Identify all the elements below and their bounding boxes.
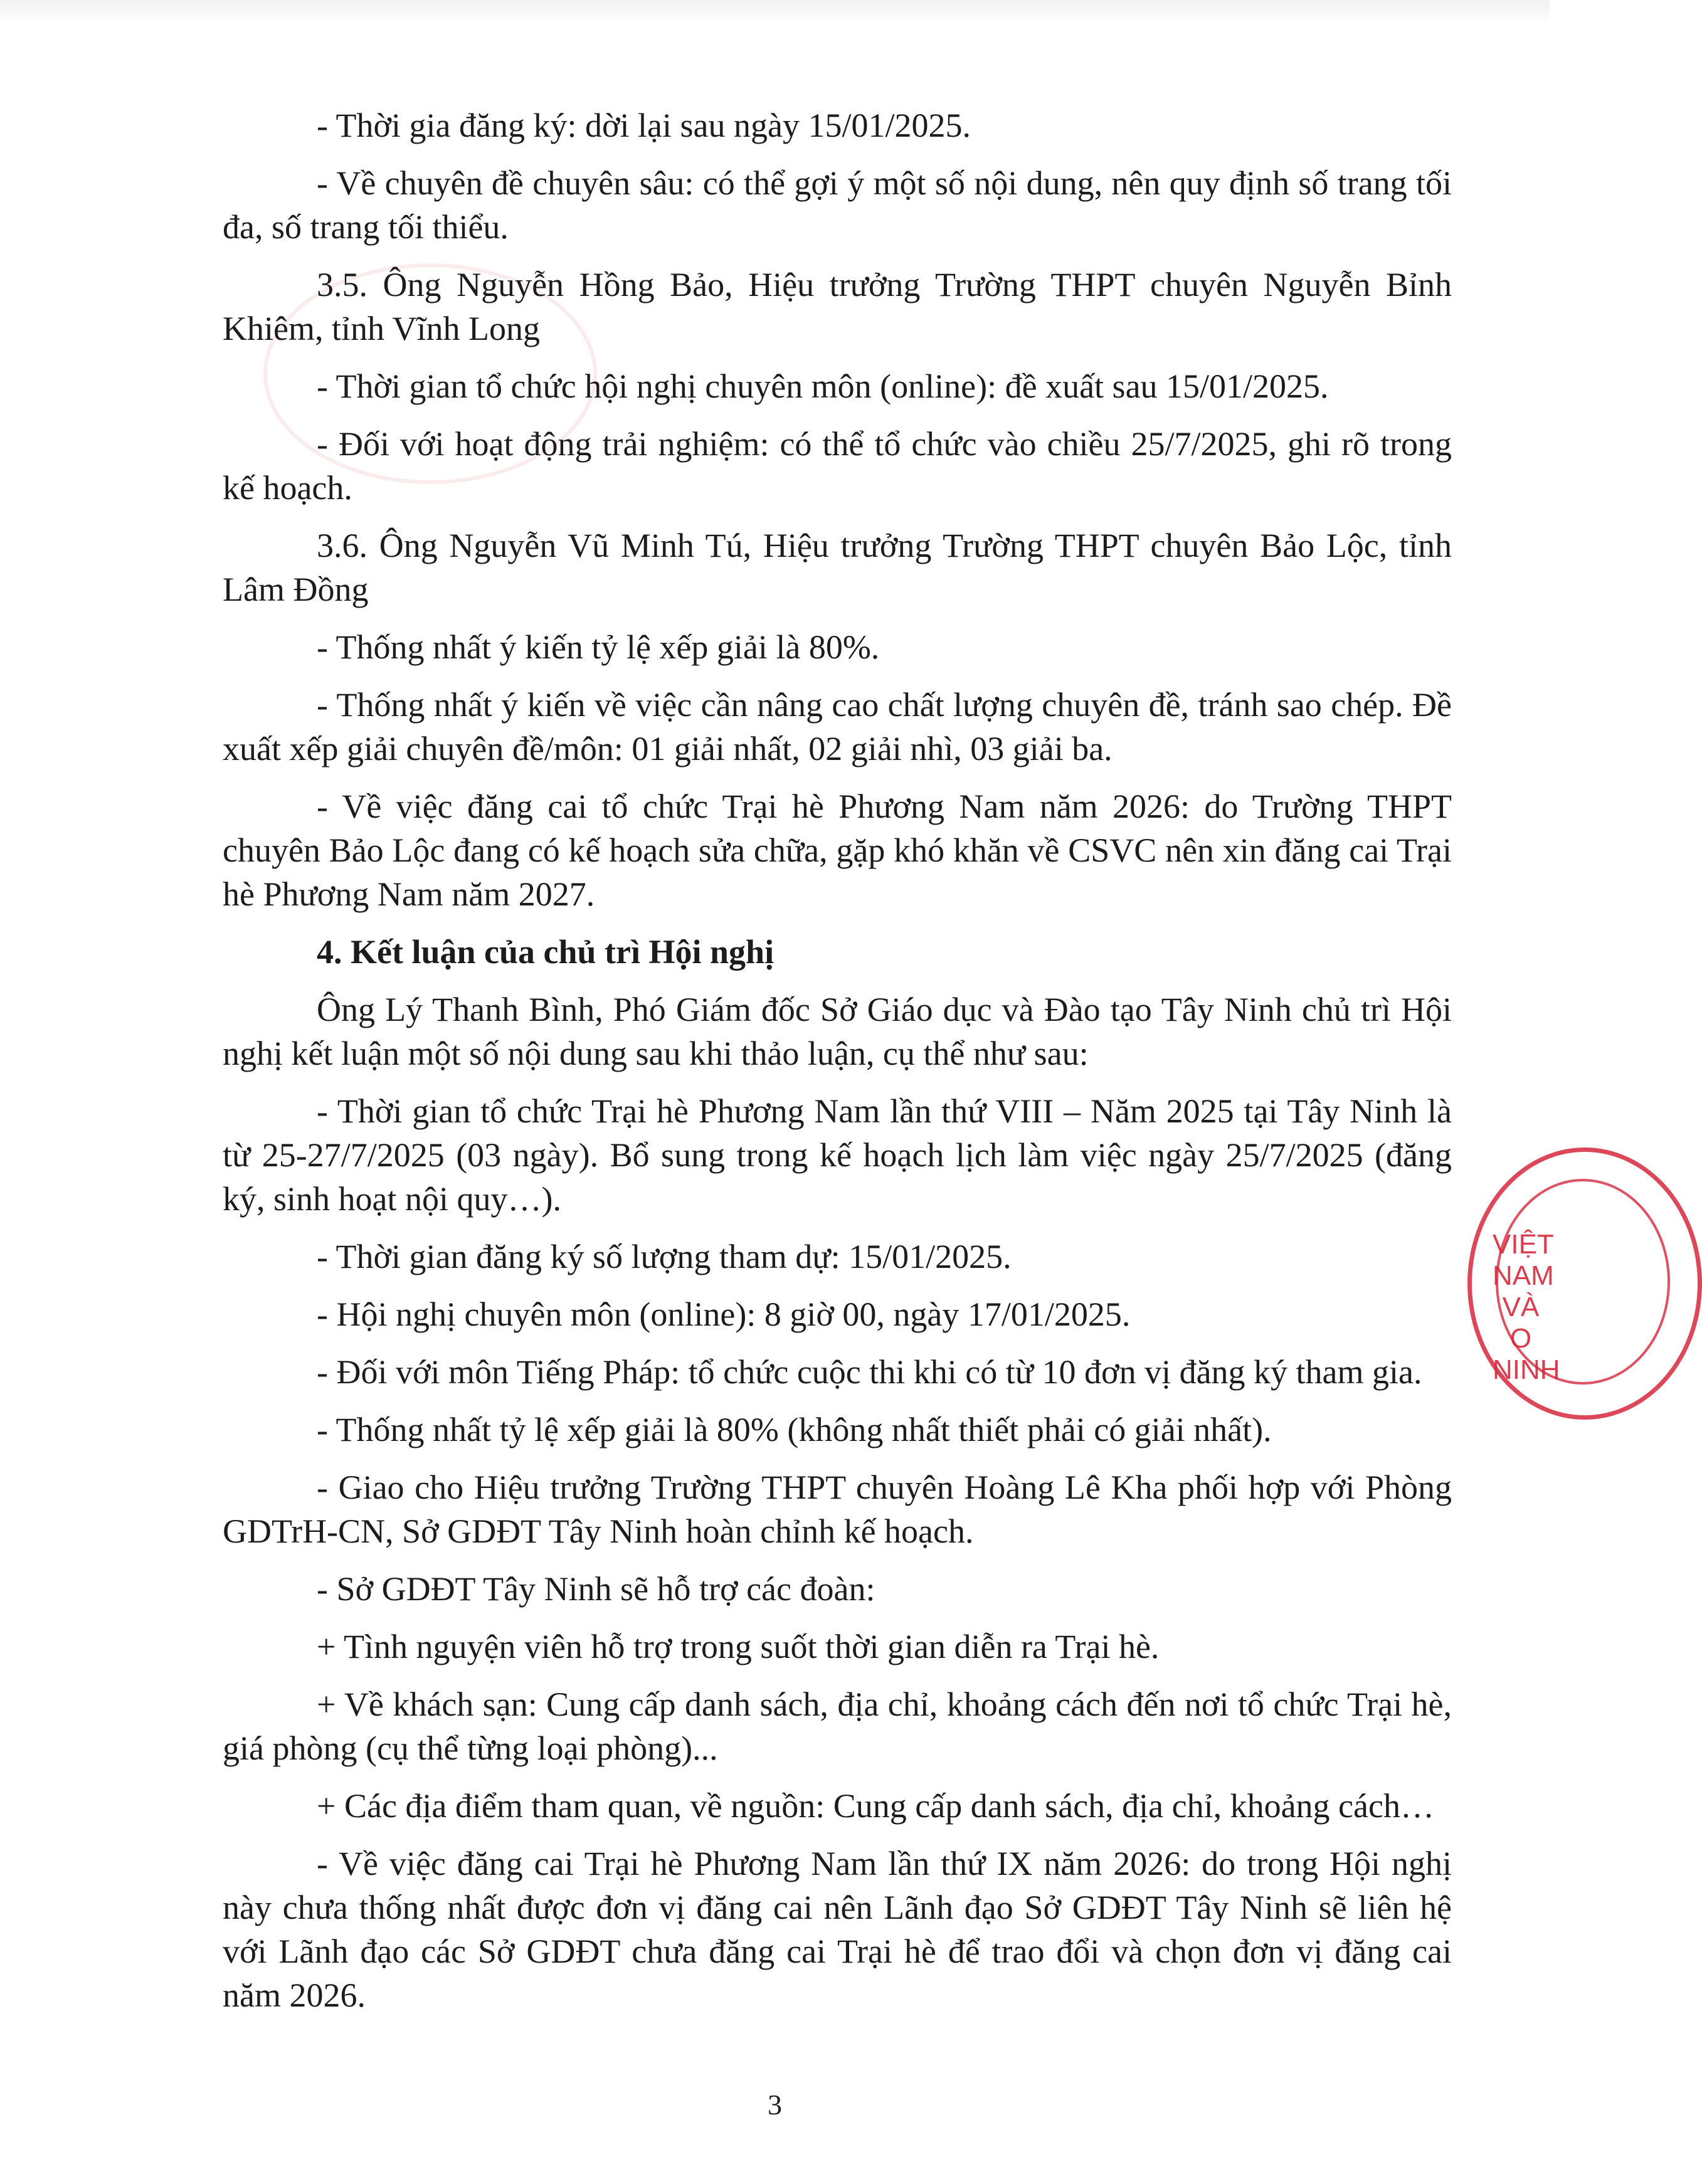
paragraph-experience-activity: - Đối với hoạt động trải nghiệm: có thể tổ chức vào chiều 25/7/2025, ghi rõ trong kế hoạch. [223,425,1452,507]
paragraph-section-3-5: 3.5. Ông Nguyễn Hồng Bảo, Hiệu trưởng Trường THPT chuyên Nguyễn Bỉnh Khiêm, tỉnh Vĩnh Long [223,266,1452,347]
paragraph-award-ratio: - Thống nhất ý kiến tỷ lệ xếp giải là 80%. [317,628,880,666]
paragraph-online-conference-time: - Thời gian tổ chức hội nghị chuyên môn (online): đề xuất sau 15/01/2025. [317,367,1329,405]
paragraph-french-subject: - Đối với môn Tiếng Pháp: tổ chức cuộc thi khi có từ 10 đơn vị đăng ký tham gia. [317,1353,1422,1391]
red-seal-text: VIỆT NAM VÀ O NINH [1493,1229,1560,1385]
page-number: 3 [768,2089,782,2121]
paragraph-support-intro: - Sở GDĐT Tây Ninh sẽ hỗ trợ các đoàn: [317,1570,875,1608]
paragraph-online-conference: - Hội nghị chuyên môn (online): 8 giờ 00, ngày 17/01/2025. [317,1295,1131,1333]
paragraph-in-depth-topic: - Về chuyên đề chuyên sâu: có thể gợi ý một số nội dung, nên quy định số trang tối đa, số trang tối thiểu. [223,164,1452,246]
paragraph-support-sightseeing: + Các địa điểm tham quan, về nguồn: Cung cấp danh sách, địa chỉ, khoảng cách… [317,1787,1434,1825]
paragraph-support-volunteers: + Tình nguyện viên hỗ trợ trong suốt thời gian diễn ra Trại hè. [317,1628,1160,1665]
paragraph-registration-time: - Thời gia đăng ký: dời lại sau ngày 15/01/2025. [317,107,971,144]
paragraph-award-ratio-conclusion: - Thống nhất tỷ lệ xếp giải là 80% (không nhất thiết phải có giải nhất). [317,1411,1272,1448]
paragraph-assign-principal: - Giao cho Hiệu trưởng Trường THPT chuyên Hoàng Lê Kha phối hợp với Phòng GDTrH-CN, Sở GDĐT Tây Ninh hoàn chỉnh kế hoạch. [223,1469,1452,1550]
paragraph-camp-schedule: - Thời gian tổ chức Trại hè Phương Nam lần thứ VIII – Năm 2025 tại Tây Ninh là từ 25-27/7/2025 (03 ngày). Bổ sung trong kế hoạch lịch làm việc ngày 25/7/2025 (đăng ký, sinh hoạt nội quy…). [223,1092,1452,1218]
paragraph-topic-quality: - Thống nhất ý kiến về việc cần nâng cao chất lượng chuyên đề, tránh sao chép. Đề xuất xếp giải chuyên đề/môn: 01 giải nhất, 02 giải nhì, 03 giải ba. [223,686,1452,768]
document-body [223,103,1452,2031]
paragraph-chair-intro: Ông Lý Thanh Bình, Phó Giám đốc Sở Giáo dục và Đào tạo Tây Ninh chủ trì Hội nghị kết luận một số nội dung sau khi thảo luận, cụ thể như sau: [223,991,1452,1072]
section-heading-conclusion: 4. Kết luận của chủ trì Hội nghị [317,933,774,971]
paragraph-hosting-2026: - Về việc đăng cai tổ chức Trại hè Phương Nam năm 2026: do Trường THPT chuyên Bảo Lộc đang có kế hoạch sửa chữa, gặp khó khăn về CSVC nên xin đăng cai Trại hè Phương Nam năm 2027. [223,788,1452,913]
paragraph-section-3-6: 3.6. Ông Nguyễn Vũ Minh Tú, Hiệu trưởng Trường THPT chuyên Bảo Lộc, tỉnh Lâm Đồng [223,527,1452,608]
paragraph-registration-deadline: - Thời gian đăng ký số lượng tham dự: 15/01/2025. [317,1238,1012,1275]
paragraph-hosting-ix-2026: - Về việc đăng cai Trại hè Phương Nam lần thứ IX năm 2026: do trong Hội nghị này chưa thống nhất được đơn vị đăng cai nên Lãnh đạo Sở GDĐT Tây Ninh sẽ liên hệ với Lãnh đạo các Sở GDĐT chưa đăng cai Trại hè để trao đổi và chọn đơn vị đăng cai năm 2026. [223,1845,1452,2014]
scan-edge-shadow [0,0,1550,25]
paragraph-support-hotels: + Về khách sạn: Cung cấp danh sách, địa chỉ, khoảng cách đến nơi tổ chức Trại hè, giá phòng (cụ thể từng loại phòng)... [223,1685,1452,1767]
